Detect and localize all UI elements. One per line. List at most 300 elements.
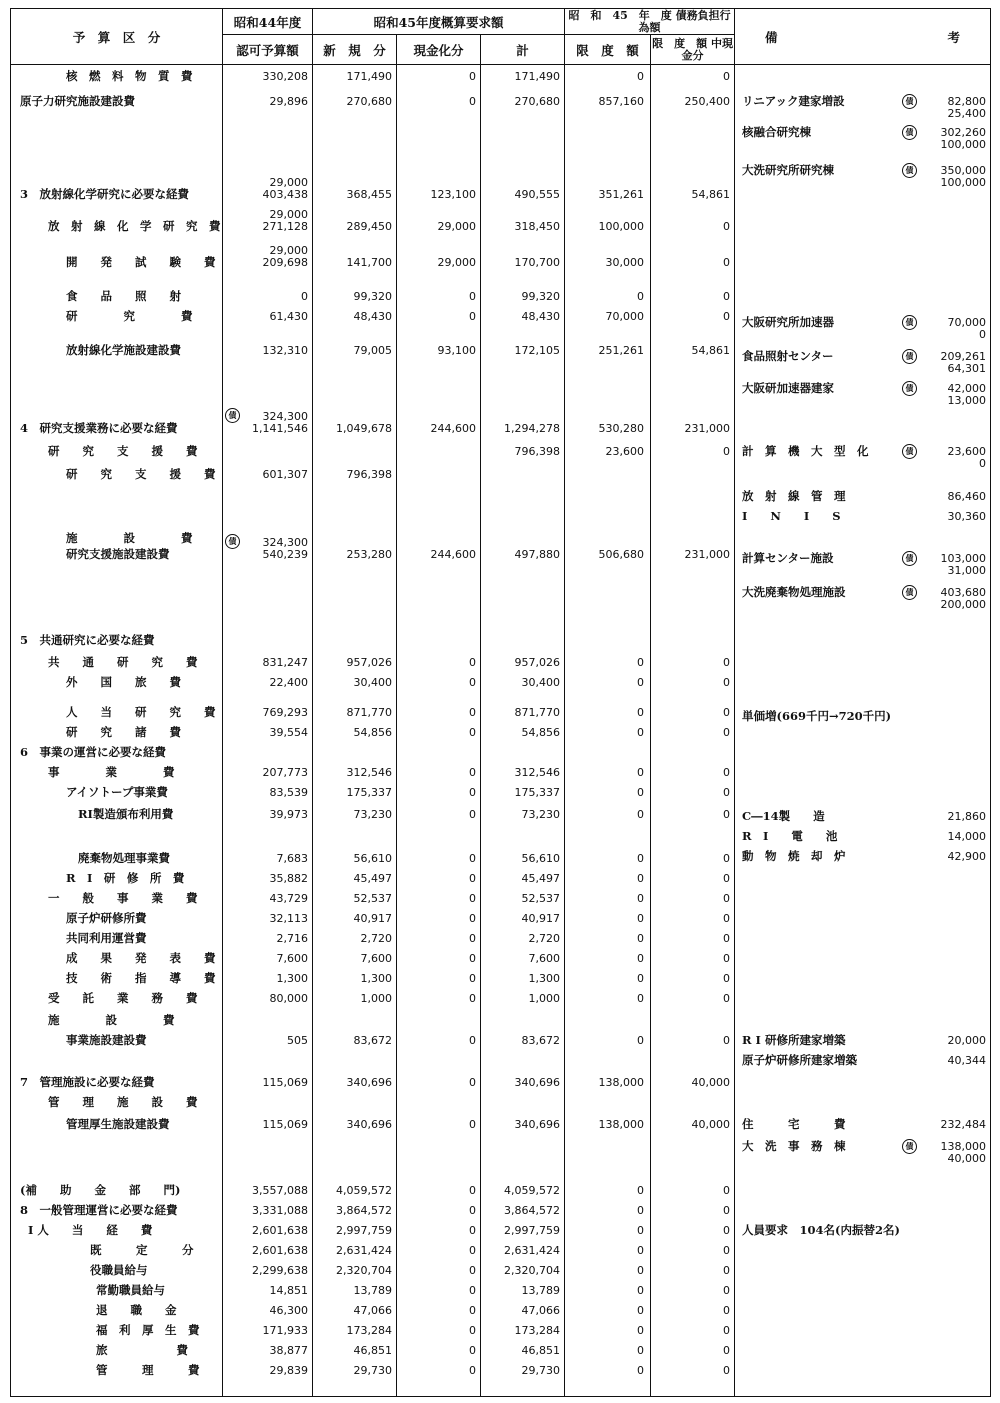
value-total: 796,398 [514, 445, 560, 458]
value-cash: 0 [469, 1076, 476, 1089]
header-fy44: 昭和44年度 [223, 9, 313, 35]
value-fy44: 2,601,638 [252, 1244, 308, 1257]
value-fy44: 403,438 [262, 188, 308, 201]
remark-text: 大阪研加速器建家 [742, 381, 834, 395]
remark-amount-cash: 40,000 [947, 1152, 986, 1165]
value-limit-cash: 54,861 [691, 188, 730, 201]
remark-text: 大阪研究所加速器 [742, 315, 834, 329]
value-fy44: 3,331,088 [252, 1204, 308, 1217]
debt-mark: 債 [902, 1139, 917, 1154]
value-total: 54,856 [521, 726, 560, 739]
row-label: 食 品 照 射 [66, 289, 181, 303]
remark-text: C―14製 造 [742, 809, 825, 823]
remark-amount: 138,000 [940, 1140, 986, 1153]
value-total: 170,700 [514, 256, 560, 269]
value-total: 56,610 [521, 852, 560, 865]
value-cash: 0 [469, 786, 476, 799]
value-limit: 0 [637, 952, 644, 965]
value-total: 171,490 [514, 70, 560, 83]
header-fy44-sub: 認可予算額 [223, 35, 313, 65]
row-label: 核 燃 料 物 質 費 [66, 69, 193, 83]
value-new: 83,672 [353, 1034, 392, 1047]
value-limit-cash: 0 [723, 1034, 730, 1047]
value-limit: 0 [637, 786, 644, 799]
value-total: 29,730 [521, 1364, 560, 1377]
remark-amount: 23,600 [947, 445, 986, 458]
value-fy44: 7,683 [276, 852, 308, 865]
value-fy44: 83,539 [269, 786, 308, 799]
remark-amount: 30,360 [947, 510, 986, 523]
value-limit-cash: 0 [723, 1344, 730, 1357]
fy44-prior-value: 324,300 [262, 410, 308, 423]
remark-text: 大洗研究所研究棟 [742, 163, 834, 177]
value-fy44: 14,851 [269, 1284, 308, 1297]
remark-amount: 40,344 [947, 1054, 986, 1067]
value-fy44: 22,400 [269, 676, 308, 689]
value-limit-cash: 0 [723, 1184, 730, 1197]
value-new: 4,059,572 [336, 1184, 392, 1197]
row-label: (補 助 金 部 門) [20, 1183, 181, 1197]
value-cash: 0 [469, 706, 476, 719]
value-new: 871,770 [346, 706, 392, 719]
value-limit: 0 [637, 872, 644, 885]
value-limit-cash: 0 [723, 70, 730, 83]
fy44-prior-value: 29,000 [269, 244, 308, 257]
value-cash: 0 [469, 808, 476, 821]
row-label: 原子力研究施設建設費 [20, 94, 135, 108]
header-category: 予 算 区 分 [11, 9, 223, 65]
debt-mark: 債 [902, 163, 917, 178]
value-cash: 29,000 [437, 256, 476, 269]
value-limit: 0 [637, 1034, 644, 1047]
fy44-prior-value: 324,300 [262, 536, 308, 549]
value-limit-cash: 0 [723, 766, 730, 779]
value-total: 1,300 [528, 972, 560, 985]
value-fy44: 171,933 [262, 1324, 308, 1337]
value-total: 172,105 [514, 344, 560, 357]
remark-amount: 232,484 [940, 1118, 986, 1131]
value-limit: 23,600 [605, 445, 644, 458]
remark-amount: 82,800 [947, 95, 986, 108]
value-total: 871,770 [514, 706, 560, 719]
value-cash: 0 [469, 952, 476, 965]
remark-amount: 209,261 [940, 350, 986, 363]
row-label: 放射線化学施設建設費 [66, 343, 181, 357]
debt-mark: 債 [902, 585, 917, 600]
value-total: 2,631,424 [504, 1244, 560, 1257]
value-limit: 0 [637, 808, 644, 821]
value-cash: 0 [469, 892, 476, 905]
value-new: 796,398 [346, 468, 392, 481]
row-label: 7 管理施設に必要な経費 [20, 1075, 155, 1089]
value-new: 29,730 [353, 1364, 392, 1377]
value-fy44: 2,601,638 [252, 1224, 308, 1237]
value-total: 2,997,759 [504, 1224, 560, 1237]
value-cash: 0 [469, 95, 476, 108]
row-label: 共同利用運営費 [66, 931, 147, 945]
header-new: 新 規 分 [313, 35, 397, 65]
value-fy44: 46,300 [269, 1304, 308, 1317]
value-total: 4,059,572 [504, 1184, 560, 1197]
value-total: 957,026 [514, 656, 560, 669]
value-total: 83,672 [521, 1034, 560, 1047]
value-cash: 0 [469, 932, 476, 945]
value-total: 312,546 [514, 766, 560, 779]
debt-mark: 債 [902, 94, 917, 109]
value-cash: 0 [469, 1324, 476, 1337]
value-total: 2,720 [528, 932, 560, 945]
value-fy44: 207,773 [262, 766, 308, 779]
value-limit: 0 [637, 1184, 644, 1197]
value-limit-cash: 0 [723, 1364, 730, 1377]
remark-amount: 103,000 [940, 552, 986, 565]
row-label: アイソトープ事業費 [66, 785, 168, 799]
value-new: 340,696 [346, 1076, 392, 1089]
value-new: 1,049,678 [336, 422, 392, 435]
value-limit-cash: 0 [723, 445, 730, 458]
value-limit-cash: 0 [723, 310, 730, 323]
value-cash: 0 [469, 992, 476, 1005]
value-limit-cash: 0 [723, 1204, 730, 1217]
row-label: 研 究 支 援 費 [48, 444, 198, 458]
row-label: 人 当 研 究 費 [66, 705, 216, 719]
value-cash: 244,600 [430, 422, 476, 435]
value-fy44: 505 [287, 1034, 308, 1047]
value-new: 13,789 [353, 1284, 392, 1297]
value-limit-cash: 0 [723, 972, 730, 985]
value-fy44: 769,293 [262, 706, 308, 719]
fy44-prior-value: 29,000 [269, 176, 308, 189]
value-new: 46,851 [353, 1344, 392, 1357]
row-label: 福 利 厚 生 費 [96, 1323, 200, 1337]
value-limit: 506,680 [598, 548, 644, 561]
value-limit-cash: 0 [723, 932, 730, 945]
value-limit-cash: 0 [723, 706, 730, 719]
value-new: 48,430 [353, 310, 392, 323]
value-new: 30,400 [353, 676, 392, 689]
value-fy44: 2,716 [276, 932, 308, 945]
value-total: 30,400 [521, 676, 560, 689]
debt-mark: 債 [902, 315, 917, 330]
value-new: 289,450 [346, 220, 392, 233]
value-fy44: 115,069 [262, 1118, 308, 1131]
value-new: 56,610 [353, 852, 392, 865]
value-new: 368,455 [346, 188, 392, 201]
value-limit: 0 [637, 1204, 644, 1217]
value-fy44: 330,208 [262, 70, 308, 83]
value-fy44: 132,310 [262, 344, 308, 357]
row-label: 6 事業の運営に必要な経費 [20, 745, 167, 759]
value-fy44: 29,896 [269, 95, 308, 108]
row-label: 役職員給与 [90, 1263, 148, 1277]
value-limit-cash: 0 [723, 1224, 730, 1237]
value-total: 1,294,278 [504, 422, 560, 435]
value-limit-cash: 0 [723, 1284, 730, 1297]
remark-amount: 70,000 [947, 316, 986, 329]
value-total: 490,555 [514, 188, 560, 201]
value-new: 1,300 [360, 972, 392, 985]
value-limit: 0 [637, 1304, 644, 1317]
value-total: 45,497 [521, 872, 560, 885]
value-limit-cash: 0 [723, 808, 730, 821]
row-label: 常勤職員給与 [96, 1283, 165, 1297]
row-label: R I 研 修 所 費 [66, 871, 185, 885]
remark-amount-cash: 100,000 [940, 176, 986, 189]
value-limit: 0 [637, 726, 644, 739]
value-limit-cash: 0 [723, 1264, 730, 1277]
value-total: 270,680 [514, 95, 560, 108]
value-cash: 0 [469, 726, 476, 739]
value-total: 99,320 [521, 290, 560, 303]
row-label: 研 究 費 [66, 309, 193, 323]
value-fy44: 601,307 [262, 468, 308, 481]
header-limit-cash: 限 度 額 中現金分 [651, 35, 735, 65]
row-label: 4 研究支援業務に必要な経費 [20, 421, 178, 435]
header-cash: 現金化分 [397, 35, 481, 65]
remark-text: 食品照射センター [742, 349, 834, 363]
value-limit-cash: 0 [723, 872, 730, 885]
row-label: 技 術 指 導 費 [66, 971, 216, 985]
header-fy45: 昭和45年度概算要求額 [313, 9, 565, 35]
value-limit-cash: 0 [723, 912, 730, 925]
debt-mark: 債 [225, 408, 240, 423]
remark-text: 計算センター施設 [742, 551, 834, 565]
value-new: 2,631,424 [336, 1244, 392, 1257]
remark-amount: 350,000 [940, 164, 986, 177]
value-limit: 0 [637, 1224, 644, 1237]
value-new: 2,997,759 [336, 1224, 392, 1237]
row-label: 管 理 施 設 費 [48, 1095, 198, 1109]
value-cash: 0 [469, 1284, 476, 1297]
value-limit-cash: 0 [723, 992, 730, 1005]
value-new: 171,490 [346, 70, 392, 83]
value-limit-cash: 250,400 [684, 95, 730, 108]
remark-text: R I 電 池 [742, 829, 838, 843]
remark-amount-cash: 13,000 [947, 394, 986, 407]
header-debt: 昭 和 45 年 度 債務負担行為額 [565, 9, 735, 35]
remark-text: 住 宅 費 [742, 1117, 846, 1131]
row-label: 外 国 旅 費 [66, 675, 181, 689]
value-limit: 0 [637, 706, 644, 719]
row-label: 8 一般管理運営に必要な経費 [20, 1203, 178, 1217]
value-limit-cash: 0 [723, 1324, 730, 1337]
row-label: 管 理 費 [96, 1363, 200, 1377]
debt-mark: 債 [902, 444, 917, 459]
value-total: 2,320,704 [504, 1264, 560, 1277]
value-cash: 0 [469, 1034, 476, 1047]
remark-amount: 14,000 [947, 830, 986, 843]
remark-amount: 403,680 [940, 586, 986, 599]
value-new: 45,497 [353, 872, 392, 885]
value-limit: 0 [637, 70, 644, 83]
remark-amount: 86,460 [947, 490, 986, 503]
value-cash: 0 [469, 1264, 476, 1277]
value-cash: 0 [469, 972, 476, 985]
remark-text: 大 洗 事 務 棟 [742, 1139, 846, 1153]
remark-text: 大洗廃棄物処理施設 [742, 585, 846, 599]
remark-amount-cash: 100,000 [940, 138, 986, 151]
remark-amount: 20,000 [947, 1034, 986, 1047]
remark-text: 単価増(669千円→720千円) [742, 709, 892, 723]
value-fy44: 2,299,638 [252, 1264, 308, 1277]
row-label: 事業施設建設費 [66, 1033, 147, 1047]
debt-mark: 債 [902, 381, 917, 396]
value-fy44: 43,729 [269, 892, 308, 905]
value-fy44: 29,839 [269, 1364, 308, 1377]
remark-amount: 42,000 [947, 382, 986, 395]
value-new: 79,005 [353, 344, 392, 357]
value-limit: 0 [637, 972, 644, 985]
value-new: 7,600 [360, 952, 392, 965]
value-new: 2,320,704 [336, 1264, 392, 1277]
remark-amount-cash: 31,000 [947, 564, 986, 577]
value-limit-cash: 0 [723, 290, 730, 303]
value-limit-cash: 0 [723, 256, 730, 269]
value-limit: 0 [637, 1344, 644, 1357]
value-fy44: 1,300 [276, 972, 308, 985]
row-label: 施 設 費 [48, 1013, 175, 1027]
remark-amount-cash: 0 [979, 328, 986, 341]
value-cash: 244,600 [430, 548, 476, 561]
value-new: 40,917 [353, 912, 392, 925]
value-limit-cash: 0 [723, 726, 730, 739]
row-label: RI製造頒布利用費 [78, 807, 174, 821]
value-limit: 0 [637, 852, 644, 865]
budget-sheet [10, 8, 990, 1396]
value-limit: 138,000 [598, 1118, 644, 1131]
value-new: 175,337 [346, 786, 392, 799]
value-fy44: 540,239 [262, 548, 308, 561]
value-fy44: 35,882 [269, 872, 308, 885]
header-total: 計 [481, 35, 565, 65]
value-fy44: 39,554 [269, 726, 308, 739]
value-limit-cash: 0 [723, 676, 730, 689]
value-limit: 0 [637, 1324, 644, 1337]
value-limit-cash: 0 [723, 656, 730, 669]
value-cash: 0 [469, 1118, 476, 1131]
value-fy44: 80,000 [269, 992, 308, 1005]
value-limit: 0 [637, 892, 644, 905]
row-label: 施 設 費 [66, 531, 193, 545]
value-limit: 0 [637, 1264, 644, 1277]
row-label: 研究支援施設建設費 [66, 547, 170, 561]
remark-amount-cash: 25,400 [947, 107, 986, 120]
value-cash: 0 [469, 1184, 476, 1197]
value-new: 312,546 [346, 766, 392, 779]
row-label: 既 定 分 [90, 1243, 194, 1257]
value-limit-cash: 54,861 [691, 344, 730, 357]
value-total: 175,337 [514, 786, 560, 799]
value-fy44: 0 [301, 290, 308, 303]
value-fy44: 209,698 [262, 256, 308, 269]
value-total: 497,880 [514, 548, 560, 561]
value-cash: 0 [469, 1204, 476, 1217]
value-cash: 0 [469, 676, 476, 689]
value-cash: 0 [469, 1224, 476, 1237]
debt-mark: 債 [902, 551, 917, 566]
value-total: 3,864,572 [504, 1204, 560, 1217]
value-fy44: 7,600 [276, 952, 308, 965]
remark-amount-cash: 0 [979, 457, 986, 470]
remark-amount: 302,260 [940, 126, 986, 139]
value-total: 340,696 [514, 1076, 560, 1089]
value-cash: 29,000 [437, 220, 476, 233]
remark-amount-cash: 64,301 [947, 362, 986, 375]
row-label: 原子炉研修所費 [66, 911, 147, 925]
remark-amount-cash: 200,000 [940, 598, 986, 611]
remark-text: R I 研修所建家増築 [742, 1033, 846, 1047]
value-fy44: 831,247 [262, 656, 308, 669]
value-limit: 100,000 [598, 220, 644, 233]
value-cash: 0 [469, 310, 476, 323]
value-limit-cash: 0 [723, 952, 730, 965]
value-limit: 0 [637, 290, 644, 303]
row-label: 放 射 線 化 学 研 究 費 [48, 219, 221, 233]
value-fy44: 271,128 [262, 220, 308, 233]
value-fy44: 38,877 [269, 1344, 308, 1357]
value-total: 173,284 [514, 1324, 560, 1337]
remark-text: 放 射 線 管 理 [742, 489, 846, 503]
value-cash: 0 [469, 70, 476, 83]
value-limit-cash: 0 [723, 220, 730, 233]
value-limit: 857,160 [598, 95, 644, 108]
value-fy44: 115,069 [262, 1076, 308, 1089]
value-limit: 0 [637, 992, 644, 1005]
value-total: 48,430 [521, 310, 560, 323]
value-limit: 0 [637, 656, 644, 669]
row-label: 旅 費 [96, 1343, 188, 1357]
value-cash: 0 [469, 872, 476, 885]
row-label: 3 放射線化学研究に必要な経費 [20, 187, 189, 201]
value-limit: 70,000 [605, 310, 644, 323]
value-limit: 530,280 [598, 422, 644, 435]
value-limit: 0 [637, 676, 644, 689]
value-limit-cash: 0 [723, 1244, 730, 1257]
value-new: 2,720 [360, 932, 392, 945]
value-limit-cash: 0 [723, 892, 730, 905]
value-total: 73,230 [521, 808, 560, 821]
debt-mark: 債 [902, 125, 917, 140]
value-limit-cash: 0 [723, 852, 730, 865]
row-label: 一 般 事 業 費 [48, 891, 198, 905]
header-limit: 限 度 額 [565, 35, 651, 65]
value-limit: 138,000 [598, 1076, 644, 1089]
value-limit: 30,000 [605, 256, 644, 269]
remark-text: 動 物 焼 却 炉 [742, 849, 846, 863]
debt-mark: 債 [902, 349, 917, 364]
row-label: 事 業 費 [48, 765, 175, 779]
remark-text: 核融合研究棟 [742, 125, 811, 139]
row-label: 5 共通研究に必要な経費 [20, 633, 155, 647]
row-label: 管理厚生施設建設費 [66, 1117, 170, 1131]
value-cash: 123,100 [430, 188, 476, 201]
value-new: 253,280 [346, 548, 392, 561]
row-label: 成 果 発 表 費 [66, 951, 216, 965]
value-limit: 0 [637, 1364, 644, 1377]
remark-text: I N I S [742, 509, 841, 523]
value-limit-cash: 231,000 [684, 548, 730, 561]
value-new: 73,230 [353, 808, 392, 821]
value-total: 7,600 [528, 952, 560, 965]
value-total: 47,066 [521, 1304, 560, 1317]
value-limit: 0 [637, 912, 644, 925]
value-total: 318,450 [514, 220, 560, 233]
value-limit: 351,261 [598, 188, 644, 201]
value-cash: 0 [469, 852, 476, 865]
value-limit: 0 [637, 1244, 644, 1257]
row-label: 共 通 研 究 費 [48, 655, 198, 669]
remark-amount: 42,900 [947, 850, 986, 863]
